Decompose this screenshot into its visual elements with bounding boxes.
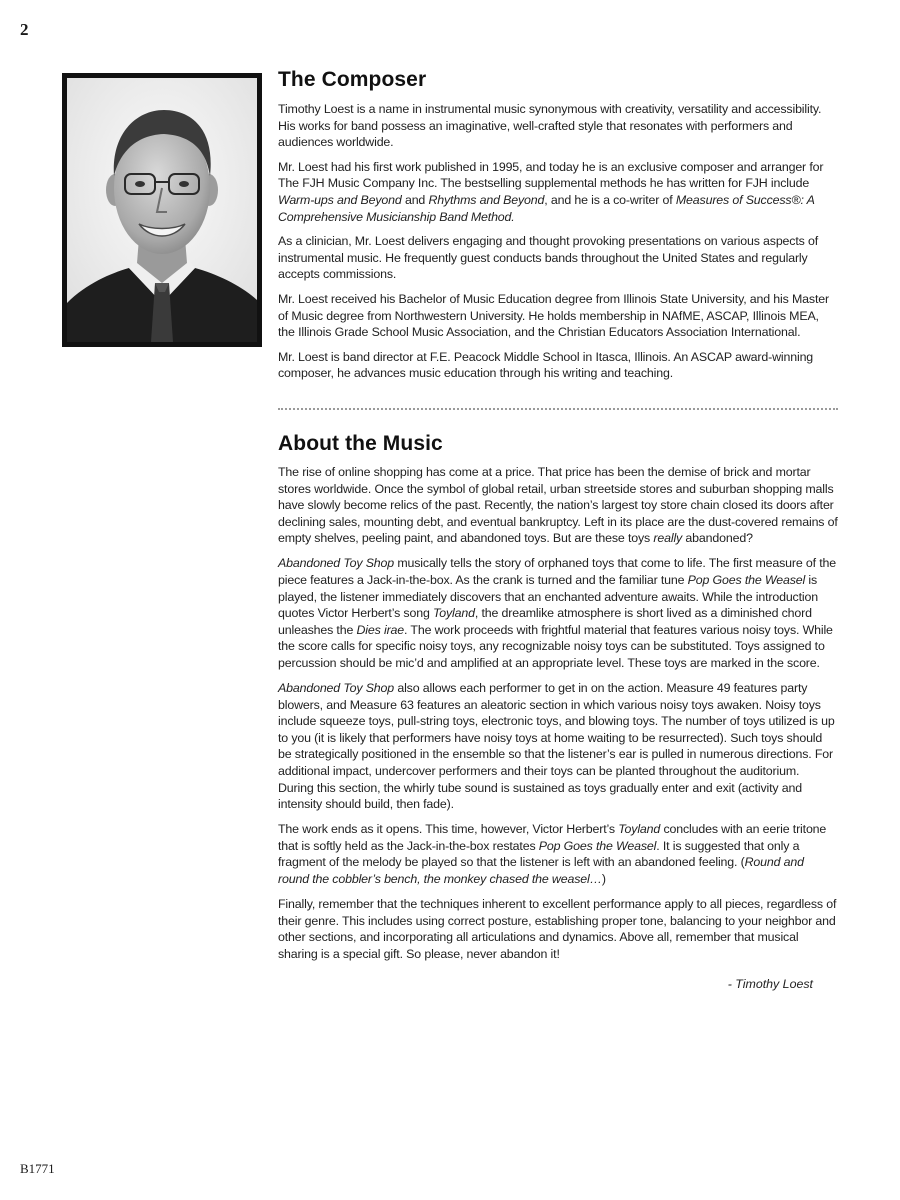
composer-paragraph: Mr. Loest had his first work published in 1995, and today he is an exclusive composer and arranger for The FJH Music Company Inc. The bestselling supplemental methods he has written for FJH include Warm-ups and Beyond and Rhythms and Beyond, and he is a co-writer of Measures of Success®: A Comprehensive Musicianship Band Method. (278, 159, 824, 224)
composer-paragraph: Timothy Loest is a name in instrumental music synonymous with creativity, versatility and accessibility. His works for band possess an imaginative, well-crafted style that resonates with performers and audiences worldwide. (278, 102, 822, 150)
music-paragraph: Abandoned Toy Shop musically tells the story of orphaned toys that come to life. The first measure of the piece features a Jack-in-the-box. As the crank is turned and the familiar tune Pop Goes the Weasel is played, the listener immediately discovers that an enchanted adventure awaits. While the introduction quotes Victor Herbert’s song Toyland, the dreamlike atmosphere is short lived as a diminished chord unleashes the Dies irae. The work proceeds with frightful material that features various noisy toys. While the score calls for specific noisy toys, any recognizable noisy toys can be substituted. Toys assigned to percussion should be mic’d and amplified at an appropriate level. These toys are marked in the score. (278, 556, 836, 670)
composer-photo (62, 73, 262, 347)
composer-section (278, 68, 838, 382)
main-content (278, 68, 838, 991)
music-paragraph: The rise of online shopping has come at a price. That price has been the demise of brick and mortar stores worldwide. Once the symbol of global retail, urban streetside stores and suburban shopping malls have slowly become relics of the past. Recently, the nation’s largest toy store chain closed its doors after declining sales, mounting debt, and eventual bankruptcy. Left in its place are the dust-covered remains of empty shelves, peeling paint, and abandoned toys. But are these toys really abandoned? (278, 464, 838, 546)
composer-paragraph: Mr. Loest is band director at F.E. Peacock Middle School in Itasca, Illinois. An ASCAP award-winning composer, he advances music education through his writing and teaching. (278, 349, 814, 381)
composer-portrait-photo (67, 78, 257, 342)
signature: - Timothy Loest (727, 976, 813, 991)
music-paragraph: The work ends as it opens. This time, however, Victor Herbert’s Toyland concludes with an eerie tritone that is softly held as the Jack-in-the-box restates Pop Goes the Weasel. It is suggested that only a fragment of the melody be played so that the listener is left with an abandoned feeling. (Round and round the cobbler’s bench, the monkey chased the weasel…) (278, 822, 827, 887)
about-music-section (278, 432, 838, 991)
music-paragraph: Abandoned Toy Shop also allows each performer to get in on the action. Measure 49 features party blowers, and Measure 63 features an aleatoric section in which various noisy toys awaken. Noisy toys include squeeze toys, pull-string toys, electronic toys, and blowing toys. The number of toys utilized is up to you (it is likely that performers have noisy toys at home waiting to be resurrected). Such toys should be strategically positioned in the ensemble so that the listener’s ear is pulled in numerous directions. For additional impact, undercover performers and their toys can be planted throughout the auditorium. During this section, the whirly tube sound is sustained as toys gradually enter and exit (activity and intensity should build, then fade). (278, 681, 835, 812)
composer-heading: The Composer (278, 68, 427, 91)
composer-paragraph: As a clinician, Mr. Loest delivers engaging and thought provoking presentations on various aspects of instrumental music. He frequently guest conducts bands throughout the United States and regularly accepts commissions. (278, 234, 819, 282)
catalog-code: B1771 (20, 1161, 55, 1176)
composer-paragraph: Mr. Loest received his Bachelor of Music Education degree from Illinois State University, and his Master of Music degree from Northwestern University. He holds membership in NAfME, ASCAP, Illinois MEA, the Illinois Grade School Music Association, and the Christian Educators Association International. (278, 291, 829, 340)
music-paragraph: Finally, remember that the techniques inherent to excellent performance apply to all pieces, regardless of their genre. This includes using correct posture, establishing proper tone, balancing to your neighbor and other sections, and incorporating all articulations and dynamics. Above all, remember that musical sharing is a special gift. So please, never abandon it! (278, 897, 837, 961)
section-divider (278, 408, 838, 410)
page-number: 2 (20, 20, 29, 39)
about-music-heading: About the Music (278, 431, 443, 455)
